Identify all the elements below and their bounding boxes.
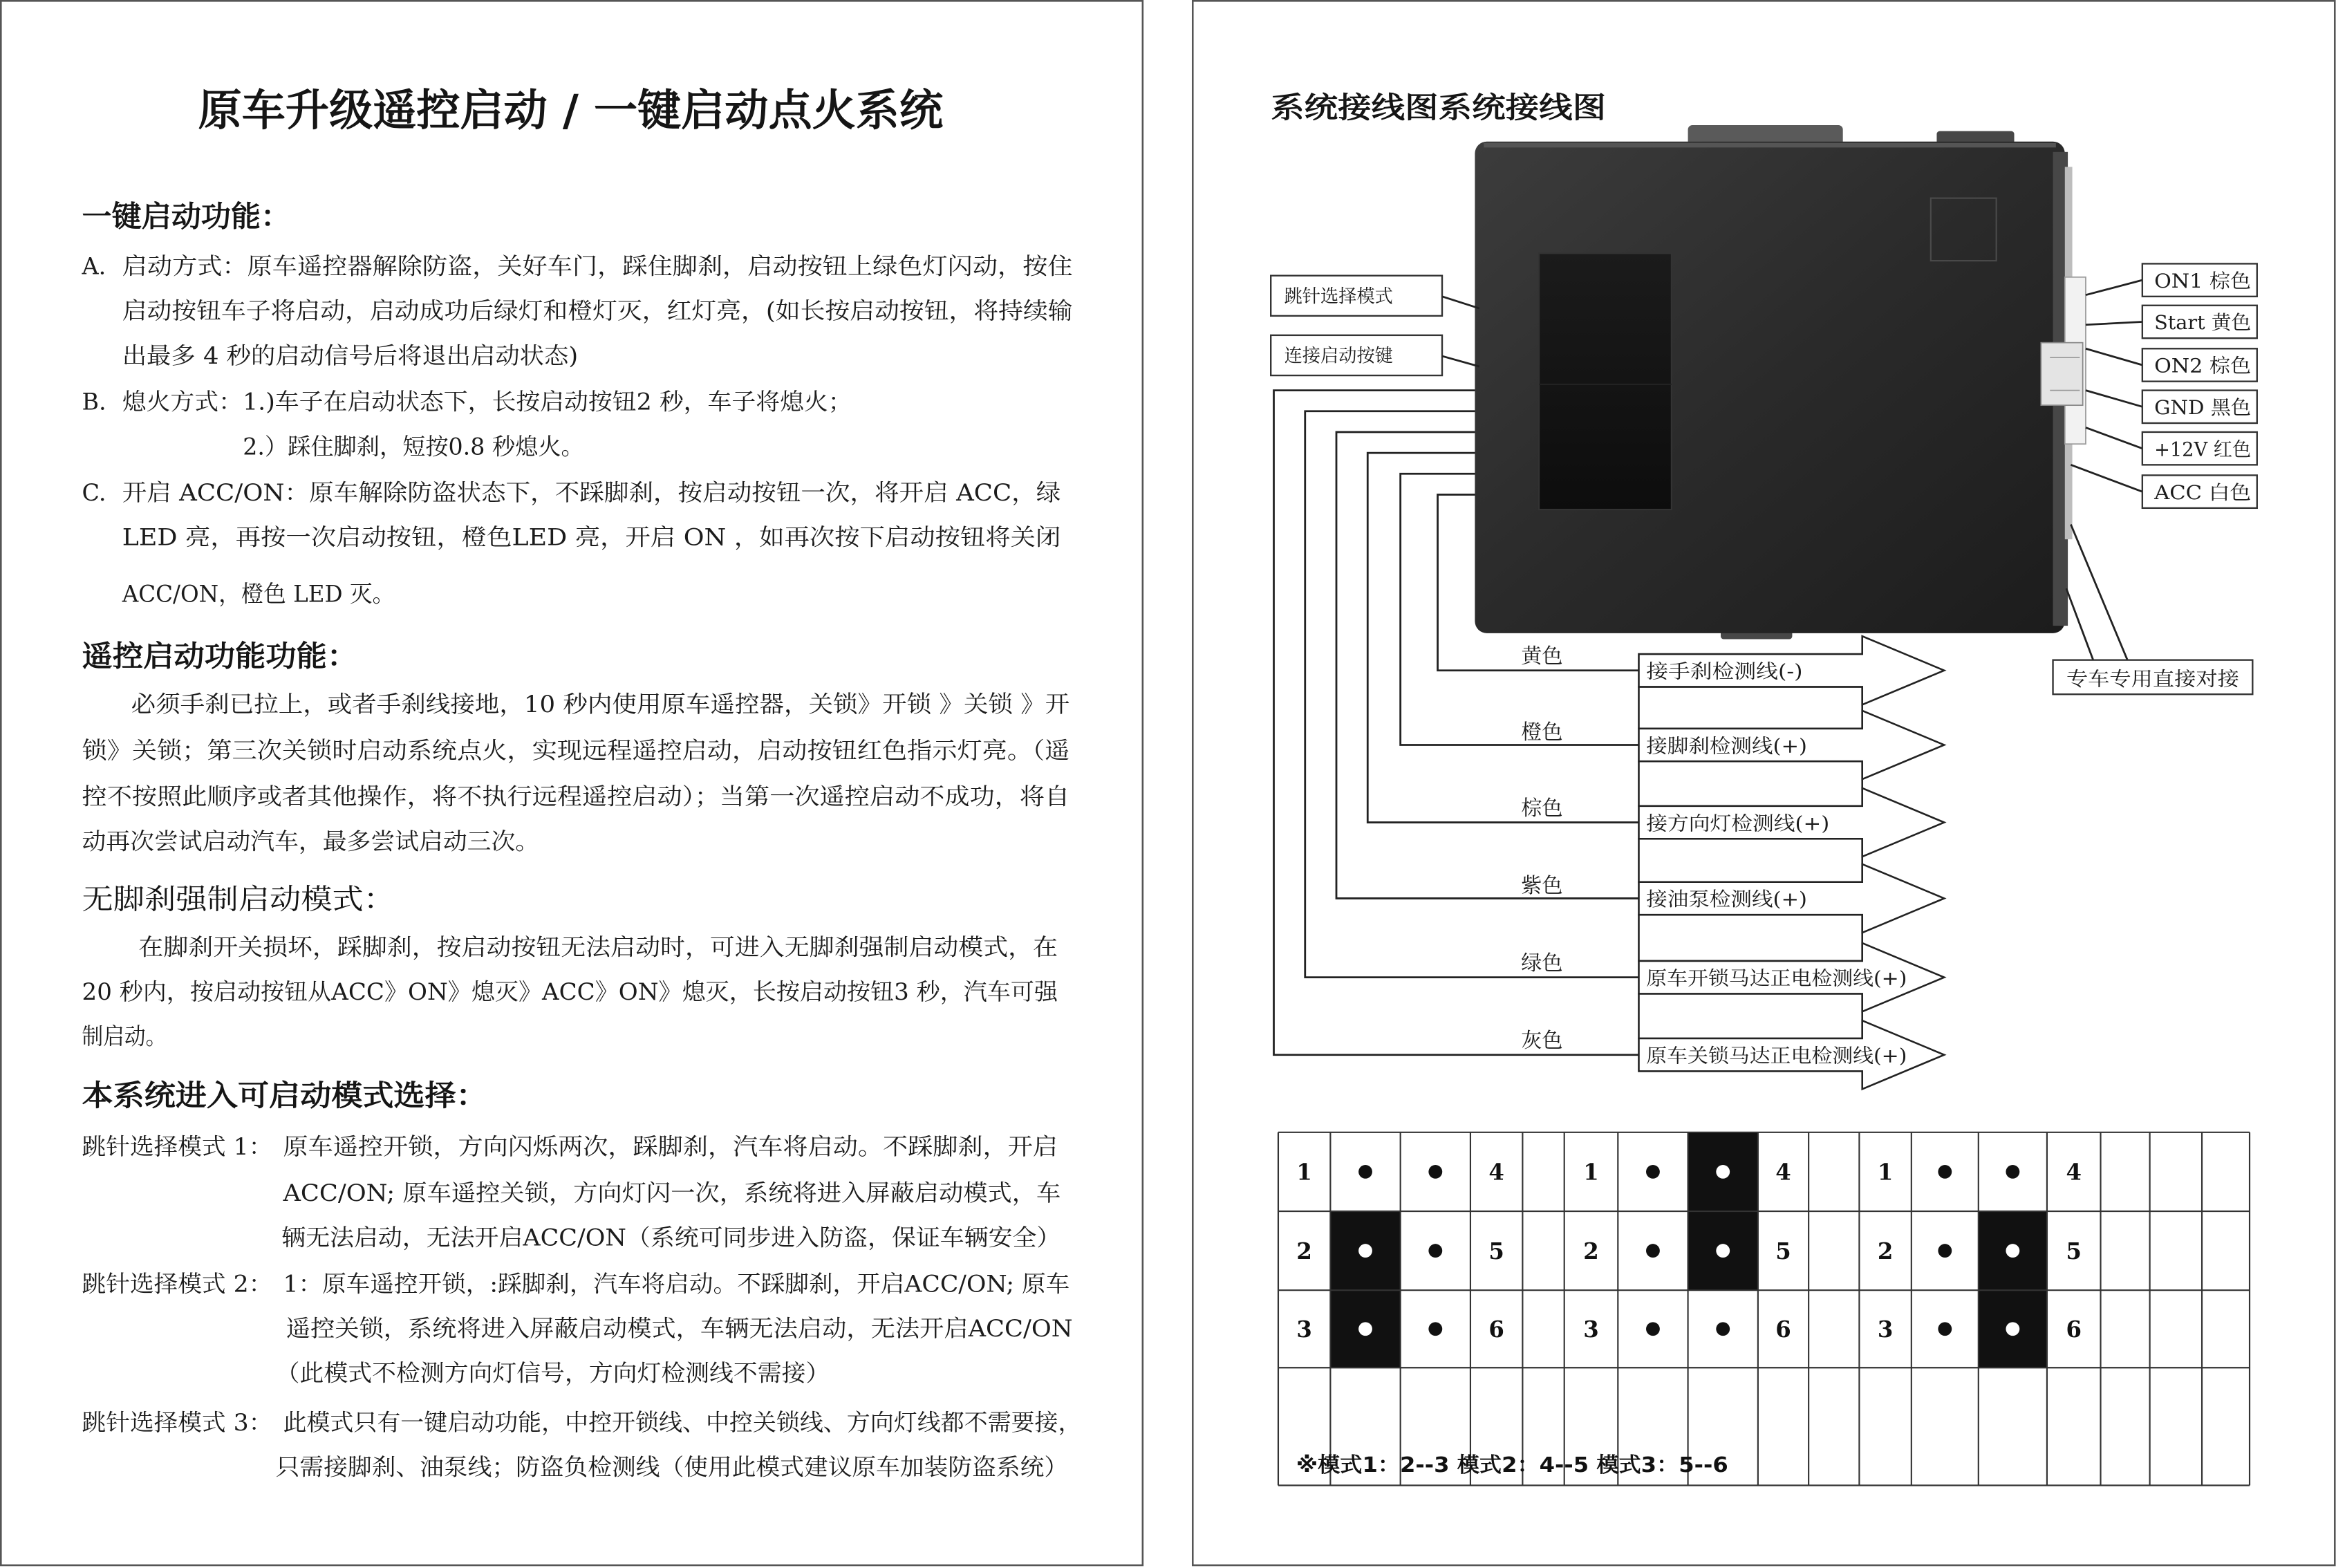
pin-dot bbox=[2006, 1322, 2019, 1336]
item-c-line: 开启 ACC/ON：原车解除防盗状态下，不踩脚刹，按启动按钮一次，将开启 ACC，绿 bbox=[122, 479, 1061, 507]
document-title: 原车升级遥控启动 / 一键启动点火系统 bbox=[198, 85, 944, 136]
left-page bbox=[1, 1, 1143, 1565]
control-module-photo bbox=[1475, 125, 2086, 639]
wire-color-label: 橙色 bbox=[1521, 720, 1563, 745]
pin-label: 3 bbox=[1583, 1316, 1599, 1343]
arrow-rail bbox=[1638, 915, 1862, 961]
wire-color-label: 黄色 bbox=[1521, 644, 1563, 669]
item-a-line: 出最多 4 秒的启动信号后将退出启动状态) bbox=[122, 342, 579, 369]
section-heading-mode-select: 本系统进入可启动模式选择： bbox=[82, 1078, 487, 1112]
pin-label: 5 bbox=[1488, 1238, 1504, 1264]
wire-color-label: 绿色 bbox=[1521, 951, 1563, 976]
pin-label: 6 bbox=[2066, 1316, 2082, 1343]
wire-target-label: 接方向灯检测线(+) bbox=[1646, 812, 1830, 835]
pin-label: 6 bbox=[1775, 1316, 1791, 1343]
pin-label: 6 bbox=[1488, 1316, 1504, 1343]
pin-dot bbox=[1716, 1322, 1730, 1336]
pin-label: 1 bbox=[1877, 1159, 1894, 1186]
wire-target-label: 接脚刹检测线(+) bbox=[1646, 734, 1807, 758]
pin-label: 1 bbox=[1296, 1159, 1312, 1186]
pin-dot bbox=[1358, 1244, 1372, 1258]
wire-color-label: 紫色 bbox=[1521, 873, 1563, 898]
module-top-highlight bbox=[1484, 143, 2056, 147]
item-marker-b: B. bbox=[82, 388, 106, 416]
lead-label-gnd: GND 黑色 bbox=[2154, 396, 2252, 420]
paragraph-line: 必须手刹已拉上，或者手刹线接地，10 秒内使用原车遥控器，关锁》开锁 》关锁 》开 bbox=[131, 691, 1070, 718]
pin-label: 3 bbox=[1877, 1316, 1894, 1343]
paragraph-line: 控不按照此顺序或者其他操作，将不执行远程遥控启动）；当第一次遥控启动不成功，将自 bbox=[82, 783, 1070, 810]
module-window bbox=[1539, 253, 1672, 510]
pin-label: 3 bbox=[1296, 1316, 1312, 1343]
section-heading-one-key-start: 一键启动功能： bbox=[82, 199, 291, 234]
mode-line: 遥控关锁，系统将进入屏蔽启动模式，车辆无法启动，无法开启ACC/ON bbox=[286, 1315, 1073, 1343]
pin-dot bbox=[1938, 1322, 1952, 1336]
item-a-line: 启动按钮车子将启动，启动成功后绿灯和橙灯灭，红灯亮，(如长按启动按钮，将持续输 bbox=[122, 297, 1073, 325]
paragraph-line: 20 秒内，按启动按钮从ACC》ON》熄灭》ACC》ON》熄灭，长按启动按钮3 秒，汽车可强 bbox=[82, 978, 1059, 1005]
lead-label-on1: ON1 棕色 bbox=[2154, 269, 2252, 292]
mode-line: 只需接脚刹、油泵线；防盗负检测线（使用此模式建议原车加装防盗系统） bbox=[275, 1453, 1069, 1481]
pin-dot bbox=[1646, 1244, 1660, 1258]
pin-dot bbox=[1646, 1322, 1660, 1336]
pin-dot bbox=[1716, 1165, 1730, 1179]
paragraph-line: 动再次尝试启动汽车，最多尝试启动三次。 bbox=[82, 828, 540, 855]
right-page bbox=[1193, 1, 2335, 1565]
mode-line: 辆无法启动，无法开启ACC/ON（系统可同步进入防盗，保证车辆安全） bbox=[281, 1224, 1061, 1251]
mode-line: ACC/ON; 原车遥控关锁，方向灯闪一次，系统将进入屏蔽启动模式，车 bbox=[282, 1179, 1061, 1206]
pin-label: 4 bbox=[1775, 1159, 1791, 1186]
mode-line: （此模式不检测方向灯信号，方向灯检测线不需接） bbox=[275, 1359, 830, 1387]
item-b-line: 2.）踩住脚刹，短按0.8 秒熄火。 bbox=[243, 433, 584, 460]
item-c-line: LED 亮，再按一次启动按钮，橙色LED 亮，开启 ON ，如再次按下启动按钮将关闭 bbox=[122, 523, 1061, 551]
jumper-select-label: 跳针选择模式 bbox=[1284, 286, 1393, 308]
section-heading-remote-start: 遥控启动功能功能： bbox=[82, 639, 358, 673]
wire-target-label: 原车关锁马达正电检测线(+) bbox=[1646, 1044, 1907, 1067]
lead-label-on2: ON2 棕色 bbox=[2154, 354, 2252, 377]
paragraph-line: 制启动。 bbox=[82, 1023, 167, 1050]
pin-dot bbox=[1358, 1165, 1372, 1179]
pin-label: 2 bbox=[1296, 1238, 1312, 1264]
pin-dot bbox=[1358, 1322, 1372, 1336]
mode-label: 跳针选择模式 3： bbox=[82, 1408, 273, 1436]
jumper-mode-caption: ※模式1：2--3 模式2：4--5 模式3：5--6 bbox=[1296, 1453, 1728, 1478]
pin-label: 4 bbox=[2066, 1159, 2082, 1186]
pin-label: 2 bbox=[1583, 1238, 1599, 1264]
item-b-line: 熄火方式：1.)车子在启动状态下，长按启动按钮2 秒，车子将熄火； bbox=[122, 388, 852, 416]
pin-dot bbox=[1428, 1322, 1442, 1336]
pin-dot bbox=[2006, 1244, 2019, 1258]
wire-target-label: 接手刹检测线(-) bbox=[1646, 660, 1803, 683]
direct-connect-label: 专车专用直接对接 bbox=[2066, 667, 2241, 691]
section-heading-forced-start: 无脚刹强制启动模式： bbox=[82, 882, 395, 916]
pin-label: 1 bbox=[1583, 1159, 1599, 1186]
wire-color-label: 灰色 bbox=[1521, 1028, 1563, 1053]
pin-dot bbox=[1646, 1165, 1660, 1179]
lead-label-start: Start 黄色 bbox=[2154, 311, 2252, 335]
pin-dot bbox=[1428, 1165, 1442, 1179]
arrow-rail bbox=[1638, 993, 1862, 1038]
pin-dot bbox=[1428, 1244, 1442, 1258]
pin-label: 2 bbox=[1877, 1238, 1894, 1264]
item-marker-c: C. bbox=[82, 479, 106, 507]
arrow-rail bbox=[1638, 687, 1862, 728]
mode-line: 此模式只有一键启动功能，中控开锁线、中控关锁线、方向灯线都不需要接， bbox=[283, 1408, 1082, 1436]
paragraph-line: 在脚刹开关损坏，踩脚刹，按启动按钮无法启动时，可进入无脚刹强制启动模式，在 bbox=[138, 933, 1058, 961]
pin-dot bbox=[2006, 1165, 2019, 1179]
lead-label-acc: ACC 白色 bbox=[2153, 480, 2252, 504]
module-connector-block bbox=[2041, 343, 2082, 406]
mode-label: 跳针选择模式 1： bbox=[82, 1133, 273, 1161]
mode-line: 原车遥控开锁，方向闪烁两次，踩脚刹，汽车将启动。不踩脚刹，开启 bbox=[283, 1133, 1058, 1161]
wire-color-label: 棕色 bbox=[1521, 796, 1563, 821]
lead-label-12v: +12V 红色 bbox=[2154, 438, 2252, 461]
pin-label: 4 bbox=[1488, 1159, 1504, 1186]
item-marker-a: A. bbox=[82, 252, 106, 280]
pin-dot bbox=[1938, 1165, 1952, 1179]
mode-line: 1：原车遥控开锁，:踩脚刹，汽车将启动。不踩脚刹，开启ACC/ON; 原车 bbox=[283, 1270, 1070, 1298]
pin-dot bbox=[1716, 1244, 1730, 1258]
pin-label: 5 bbox=[2066, 1238, 2082, 1264]
start-button-label: 连接启动按键 bbox=[1284, 345, 1393, 367]
mode-label: 跳针选择模式 2： bbox=[82, 1270, 273, 1298]
wire-target-label: 原车开锁马达正电检测线(+) bbox=[1646, 967, 1907, 990]
item-c-line: ACC/ON，橙色 LED 灭。 bbox=[121, 580, 395, 608]
wiring-diagram-heading: 系统接线图系统接线图 bbox=[1271, 91, 1607, 125]
pin-label: 5 bbox=[1775, 1238, 1791, 1264]
arrow-rail bbox=[1638, 761, 1862, 806]
pin-dot bbox=[1938, 1244, 1952, 1258]
arrow-rail bbox=[1638, 839, 1862, 881]
wire-target-label: 接油泵检测线(+) bbox=[1646, 888, 1807, 911]
paragraph-line: 锁》关锁；第三次关锁时启动系统点火，实现远程遥控启动，启动按钮红色指示灯亮。（遥 bbox=[82, 736, 1070, 764]
item-a-line: 启动方式：原车遥控器解除防盗，关好车门，踩住脚刹，启动按钮上绿色灯闪动，按住 bbox=[122, 252, 1073, 280]
